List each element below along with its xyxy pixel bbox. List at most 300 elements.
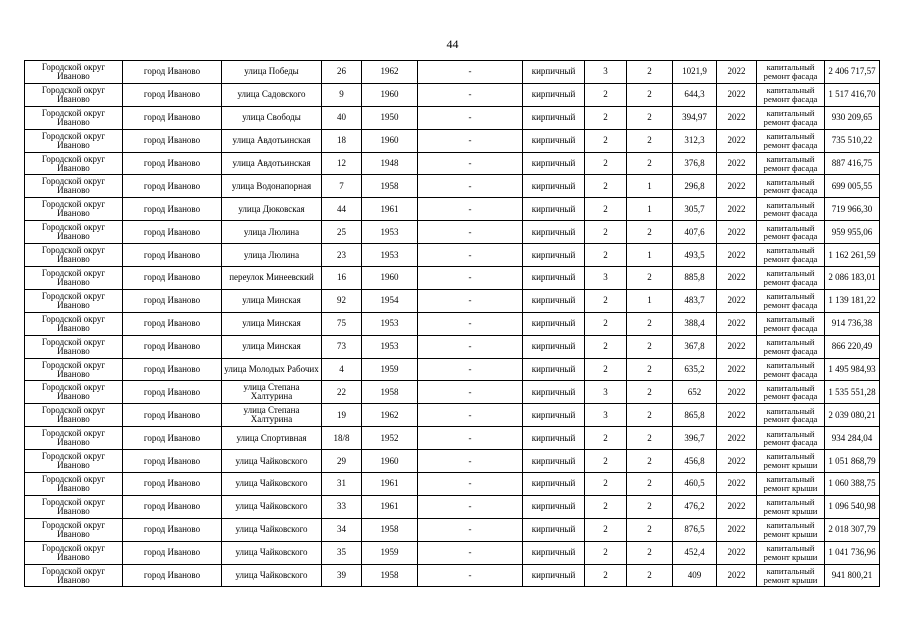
cell-entrances: 2: [627, 473, 673, 496]
cell-street: улица Степана Халтурина: [222, 404, 322, 427]
cell-work-type: капитальный ремонт фасада: [757, 129, 825, 152]
cell-reconstruction-year: -: [418, 175, 523, 198]
cell-street: переулок Минеевский: [222, 267, 322, 290]
cell-street: улица Чайковского: [222, 450, 322, 473]
cell-build-year: 1953: [362, 312, 418, 335]
cell-work-type: капитальный ремонт крыши: [757, 518, 825, 541]
cell-build-year: 1958: [362, 381, 418, 404]
cell-house-number: 25: [322, 221, 362, 244]
cell-reconstruction-year: -: [418, 450, 523, 473]
cell-floors: 3: [585, 267, 627, 290]
cell-work-type: капитальный ремонт фасада: [757, 404, 825, 427]
cell-municipality: Городской округ Иваново: [25, 450, 123, 473]
cell-wall-material: кирпичный: [523, 61, 585, 84]
cell-cost: 2 018 307,79: [825, 518, 880, 541]
cell-street: улица Победы: [222, 61, 322, 84]
cell-street: улица Степана Халтурина: [222, 381, 322, 404]
cell-settlement: город Иваново: [123, 404, 222, 427]
cell-municipality: Городской округ Иваново: [25, 473, 123, 496]
cell-area: 483,7: [673, 289, 717, 312]
cell-settlement: город Иваново: [123, 61, 222, 84]
cell-build-year: 1961: [362, 495, 418, 518]
cell-cost: 1 495 984,93: [825, 358, 880, 381]
cell-repair-year: 2022: [717, 404, 757, 427]
table-row: [25, 450, 880, 473]
table-body: [25, 61, 880, 587]
cell-entrances: 2: [627, 427, 673, 450]
cell-house-number: 19: [322, 404, 362, 427]
table-row: [25, 221, 880, 244]
cell-cost: 1 535 551,28: [825, 381, 880, 404]
cell-area: 296,8: [673, 175, 717, 198]
cell-cost: 2 039 080,21: [825, 404, 880, 427]
cell-area: 644,3: [673, 83, 717, 106]
cell-work-type: капитальный ремонт фасада: [757, 83, 825, 106]
cell-cost: 941 800,21: [825, 564, 880, 587]
cell-street: улица Чайковского: [222, 564, 322, 587]
cell-build-year: 1962: [362, 61, 418, 84]
cell-entrances: 1: [627, 198, 673, 221]
cell-floors: 3: [585, 404, 627, 427]
cell-reconstruction-year: -: [418, 267, 523, 290]
cell-build-year: 1961: [362, 473, 418, 496]
cell-reconstruction-year: -: [418, 244, 523, 267]
cell-wall-material: кирпичный: [523, 129, 585, 152]
cell-work-type: капитальный ремонт фасада: [757, 106, 825, 129]
table-row: [25, 358, 880, 381]
cell-area: 865,8: [673, 404, 717, 427]
cell-street: улица Свободы: [222, 106, 322, 129]
cell-work-type: капитальный ремонт крыши: [757, 450, 825, 473]
cell-work-type: капитальный ремонт фасада: [757, 335, 825, 358]
cell-cost: 959 955,06: [825, 221, 880, 244]
cell-settlement: город Иваново: [123, 358, 222, 381]
cell-build-year: 1959: [362, 358, 418, 381]
table-row: [25, 244, 880, 267]
cell-entrances: 2: [627, 518, 673, 541]
table-row: [25, 518, 880, 541]
cell-house-number: 26: [322, 61, 362, 84]
cell-work-type: капитальный ремонт фасада: [757, 152, 825, 175]
cell-build-year: 1954: [362, 289, 418, 312]
cell-build-year: 1953: [362, 244, 418, 267]
cell-work-type: капитальный ремонт крыши: [757, 473, 825, 496]
cell-municipality: Городской округ Иваново: [25, 358, 123, 381]
cell-reconstruction-year: -: [418, 495, 523, 518]
cell-reconstruction-year: -: [418, 61, 523, 84]
cell-reconstruction-year: -: [418, 221, 523, 244]
cell-settlement: город Иваново: [123, 450, 222, 473]
cell-build-year: 1960: [362, 129, 418, 152]
cell-reconstruction-year: -: [418, 473, 523, 496]
cell-floors: 2: [585, 129, 627, 152]
cell-street: улица Авдотьинская: [222, 129, 322, 152]
cell-settlement: город Иваново: [123, 221, 222, 244]
cell-settlement: город Иваново: [123, 381, 222, 404]
cell-entrances: 2: [627, 358, 673, 381]
cell-repair-year: 2022: [717, 61, 757, 84]
cell-floors: 3: [585, 381, 627, 404]
cell-entrances: 2: [627, 564, 673, 587]
cell-build-year: 1960: [362, 267, 418, 290]
cell-build-year: 1950: [362, 106, 418, 129]
cell-reconstruction-year: -: [418, 106, 523, 129]
cell-house-number: 75: [322, 312, 362, 335]
cell-municipality: Городской округ Иваново: [25, 335, 123, 358]
cell-repair-year: 2022: [717, 175, 757, 198]
cell-repair-year: 2022: [717, 335, 757, 358]
cell-work-type: капитальный ремонт фасада: [757, 381, 825, 404]
cell-work-type: капитальный ремонт фасада: [757, 221, 825, 244]
cell-wall-material: кирпичный: [523, 175, 585, 198]
cell-cost: 914 736,38: [825, 312, 880, 335]
cell-entrances: 2: [627, 404, 673, 427]
cell-work-type: капитальный ремонт фасада: [757, 427, 825, 450]
table-row: [25, 427, 880, 450]
cell-entrances: 1: [627, 175, 673, 198]
cell-entrances: 2: [627, 129, 673, 152]
cell-house-number: 40: [322, 106, 362, 129]
cell-entrances: 2: [627, 152, 673, 175]
cell-reconstruction-year: -: [418, 427, 523, 450]
cell-house-number: 23: [322, 244, 362, 267]
cell-settlement: город Иваново: [123, 473, 222, 496]
cell-wall-material: кирпичный: [523, 473, 585, 496]
table-row: [25, 175, 880, 198]
cell-entrances: 2: [627, 267, 673, 290]
cell-street: улица Минская: [222, 289, 322, 312]
cell-settlement: город Иваново: [123, 495, 222, 518]
cell-settlement: город Иваново: [123, 106, 222, 129]
table-row: [25, 289, 880, 312]
cell-wall-material: кирпичный: [523, 152, 585, 175]
cell-settlement: город Иваново: [123, 541, 222, 564]
cell-street: улица Чайковского: [222, 541, 322, 564]
cell-house-number: 92: [322, 289, 362, 312]
cell-floors: 2: [585, 83, 627, 106]
cell-floors: 2: [585, 244, 627, 267]
cell-floors: 2: [585, 450, 627, 473]
cell-wall-material: кирпичный: [523, 106, 585, 129]
cell-build-year: 1958: [362, 564, 418, 587]
cell-wall-material: кирпичный: [523, 495, 585, 518]
cell-entrances: 2: [627, 381, 673, 404]
cell-street: улица Авдотьинская: [222, 152, 322, 175]
cell-cost: 887 416,75: [825, 152, 880, 175]
cell-municipality: Городской округ Иваново: [25, 312, 123, 335]
cell-street: улица Люлина: [222, 244, 322, 267]
table-row: [25, 61, 880, 84]
cell-repair-year: 2022: [717, 427, 757, 450]
cell-repair-year: 2022: [717, 473, 757, 496]
table-row: [25, 198, 880, 221]
cell-work-type: капитальный ремонт крыши: [757, 564, 825, 587]
cell-build-year: 1958: [362, 175, 418, 198]
cell-house-number: 31: [322, 473, 362, 496]
cell-house-number: 29: [322, 450, 362, 473]
cell-repair-year: 2022: [717, 198, 757, 221]
cell-floors: 2: [585, 312, 627, 335]
cell-municipality: Городской округ Иваново: [25, 221, 123, 244]
cell-floors: 2: [585, 175, 627, 198]
cell-floors: 2: [585, 106, 627, 129]
cell-cost: 1 517 416,70: [825, 83, 880, 106]
cell-reconstruction-year: -: [418, 404, 523, 427]
cell-cost: 699 005,55: [825, 175, 880, 198]
cell-reconstruction-year: -: [418, 289, 523, 312]
table-row: [25, 83, 880, 106]
cell-wall-material: кирпичный: [523, 244, 585, 267]
cell-floors: 2: [585, 427, 627, 450]
cell-area: 376,8: [673, 152, 717, 175]
cell-floors: 2: [585, 518, 627, 541]
buildings-table: [24, 60, 880, 587]
cell-repair-year: 2022: [717, 564, 757, 587]
cell-settlement: город Иваново: [123, 427, 222, 450]
cell-entrances: 2: [627, 312, 673, 335]
cell-street: улица Люлина: [222, 221, 322, 244]
cell-reconstruction-year: -: [418, 198, 523, 221]
cell-entrances: 2: [627, 83, 673, 106]
cell-street: улица Молодых Рабочих: [222, 358, 322, 381]
cell-floors: 2: [585, 473, 627, 496]
cell-entrances: 2: [627, 61, 673, 84]
cell-entrances: 1: [627, 289, 673, 312]
cell-settlement: город Иваново: [123, 335, 222, 358]
cell-reconstruction-year: -: [418, 152, 523, 175]
cell-build-year: 1961: [362, 198, 418, 221]
cell-build-year: 1960: [362, 83, 418, 106]
cell-reconstruction-year: -: [418, 129, 523, 152]
cell-street: улица Спортивная: [222, 427, 322, 450]
cell-house-number: 22: [322, 381, 362, 404]
table-row: [25, 564, 880, 587]
cell-entrances: 2: [627, 106, 673, 129]
cell-cost: 2 406 717,57: [825, 61, 880, 84]
cell-municipality: Городской округ Иваново: [25, 267, 123, 290]
cell-cost: 930 209,65: [825, 106, 880, 129]
table-row: [25, 335, 880, 358]
table-row: [25, 541, 880, 564]
cell-municipality: Городской округ Иваново: [25, 518, 123, 541]
cell-settlement: город Иваново: [123, 83, 222, 106]
table-row: [25, 312, 880, 335]
cell-settlement: город Иваново: [123, 152, 222, 175]
cell-house-number: 16: [322, 267, 362, 290]
cell-repair-year: 2022: [717, 221, 757, 244]
cell-settlement: город Иваново: [123, 175, 222, 198]
cell-work-type: капитальный ремонт фасада: [757, 358, 825, 381]
cell-municipality: Городской округ Иваново: [25, 564, 123, 587]
cell-wall-material: кирпичный: [523, 312, 585, 335]
cell-area: 394,97: [673, 106, 717, 129]
cell-build-year: 1953: [362, 335, 418, 358]
cell-house-number: 39: [322, 564, 362, 587]
cell-cost: 1 060 388,75: [825, 473, 880, 496]
cell-work-type: капитальный ремонт крыши: [757, 495, 825, 518]
cell-street: улица Чайковского: [222, 495, 322, 518]
cell-entrances: 2: [627, 335, 673, 358]
cell-municipality: Городской округ Иваново: [25, 61, 123, 84]
cell-municipality: Городской округ Иваново: [25, 106, 123, 129]
cell-build-year: 1952: [362, 427, 418, 450]
cell-repair-year: 2022: [717, 152, 757, 175]
cell-repair-year: 2022: [717, 541, 757, 564]
cell-repair-year: 2022: [717, 267, 757, 290]
cell-municipality: Городской округ Иваново: [25, 175, 123, 198]
cell-repair-year: 2022: [717, 518, 757, 541]
cell-municipality: Городской округ Иваново: [25, 129, 123, 152]
cell-floors: 2: [585, 335, 627, 358]
table-row: [25, 381, 880, 404]
cell-wall-material: кирпичный: [523, 404, 585, 427]
cell-repair-year: 2022: [717, 381, 757, 404]
cell-house-number: 34: [322, 518, 362, 541]
cell-area: 885,8: [673, 267, 717, 290]
cell-settlement: город Иваново: [123, 564, 222, 587]
cell-cost: 1 162 261,59: [825, 244, 880, 267]
cell-municipality: Городской округ Иваново: [25, 404, 123, 427]
cell-work-type: капитальный ремонт фасада: [757, 244, 825, 267]
cell-municipality: Городской округ Иваново: [25, 495, 123, 518]
cell-repair-year: 2022: [717, 312, 757, 335]
cell-build-year: 1948: [362, 152, 418, 175]
cell-work-type: капитальный ремонт фасада: [757, 267, 825, 290]
cell-reconstruction-year: -: [418, 358, 523, 381]
cell-area: 460,5: [673, 473, 717, 496]
cell-repair-year: 2022: [717, 244, 757, 267]
cell-repair-year: 2022: [717, 289, 757, 312]
cell-house-number: 44: [322, 198, 362, 221]
cell-floors: 2: [585, 289, 627, 312]
cell-reconstruction-year: -: [418, 335, 523, 358]
cell-area: 396,7: [673, 427, 717, 450]
cell-wall-material: кирпичный: [523, 198, 585, 221]
cell-reconstruction-year: -: [418, 83, 523, 106]
cell-cost: 735 510,22: [825, 129, 880, 152]
cell-house-number: 73: [322, 335, 362, 358]
cell-settlement: город Иваново: [123, 518, 222, 541]
cell-municipality: Городской округ Иваново: [25, 244, 123, 267]
cell-wall-material: кирпичный: [523, 518, 585, 541]
cell-floors: 2: [585, 221, 627, 244]
cell-build-year: 1958: [362, 518, 418, 541]
cell-cost: 2 086 183,01: [825, 267, 880, 290]
cell-area: 456,8: [673, 450, 717, 473]
cell-municipality: Городской округ Иваново: [25, 427, 123, 450]
cell-area: 652: [673, 381, 717, 404]
cell-cost: 1 041 736,96: [825, 541, 880, 564]
cell-reconstruction-year: -: [418, 518, 523, 541]
cell-municipality: Городской округ Иваново: [25, 541, 123, 564]
cell-reconstruction-year: -: [418, 381, 523, 404]
cell-entrances: 2: [627, 495, 673, 518]
cell-wall-material: кирпичный: [523, 221, 585, 244]
cell-house-number: 35: [322, 541, 362, 564]
cell-house-number: 18/8: [322, 427, 362, 450]
table-row: [25, 106, 880, 129]
cell-cost: 1 051 868,79: [825, 450, 880, 473]
cell-street: улица Минская: [222, 335, 322, 358]
cell-floors: 2: [585, 198, 627, 221]
cell-repair-year: 2022: [717, 106, 757, 129]
cell-area: 635,2: [673, 358, 717, 381]
cell-area: 388,4: [673, 312, 717, 335]
cell-repair-year: 2022: [717, 450, 757, 473]
cell-floors: 2: [585, 358, 627, 381]
table-row: [25, 267, 880, 290]
cell-street: улица Чайковского: [222, 473, 322, 496]
cell-settlement: город Иваново: [123, 267, 222, 290]
cell-area: 493,5: [673, 244, 717, 267]
cell-wall-material: кирпичный: [523, 427, 585, 450]
cell-cost: 1 139 181,22: [825, 289, 880, 312]
cell-street: улица Чайковского: [222, 518, 322, 541]
cell-wall-material: кирпичный: [523, 541, 585, 564]
cell-house-number: 12: [322, 152, 362, 175]
table-row: [25, 495, 880, 518]
cell-repair-year: 2022: [717, 83, 757, 106]
cell-build-year: 1959: [362, 541, 418, 564]
cell-street: улица Садовского: [222, 83, 322, 106]
cell-wall-material: кирпичный: [523, 267, 585, 290]
cell-cost: 866 220,49: [825, 335, 880, 358]
cell-cost: 934 284,04: [825, 427, 880, 450]
cell-entrances: 2: [627, 450, 673, 473]
cell-area: 476,2: [673, 495, 717, 518]
cell-floors: 2: [585, 152, 627, 175]
cell-entrances: 2: [627, 541, 673, 564]
cell-wall-material: кирпичный: [523, 564, 585, 587]
cell-house-number: 4: [322, 358, 362, 381]
cell-repair-year: 2022: [717, 358, 757, 381]
cell-area: 876,5: [673, 518, 717, 541]
cell-settlement: город Иваново: [123, 289, 222, 312]
cell-floors: 2: [585, 495, 627, 518]
cell-work-type: капитальный ремонт фасада: [757, 175, 825, 198]
cell-house-number: 9: [322, 83, 362, 106]
cell-area: 409: [673, 564, 717, 587]
cell-area: 367,8: [673, 335, 717, 358]
cell-area: 452,4: [673, 541, 717, 564]
cell-municipality: Городской округ Иваново: [25, 83, 123, 106]
page-number: 44: [446, 37, 459, 51]
cell-wall-material: кирпичный: [523, 335, 585, 358]
cell-floors: 3: [585, 61, 627, 84]
cell-street: улица Минская: [222, 312, 322, 335]
cell-settlement: город Иваново: [123, 312, 222, 335]
cell-work-type: капитальный ремонт крыши: [757, 541, 825, 564]
cell-floors: 2: [585, 541, 627, 564]
cell-settlement: город Иваново: [123, 129, 222, 152]
cell-work-type: капитальный ремонт фасада: [757, 198, 825, 221]
cell-settlement: город Иваново: [123, 244, 222, 267]
cell-build-year: 1960: [362, 450, 418, 473]
cell-municipality: Городской округ Иваново: [25, 198, 123, 221]
cell-wall-material: кирпичный: [523, 289, 585, 312]
cell-work-type: капитальный ремонт фасада: [757, 289, 825, 312]
cell-work-type: капитальный ремонт фасада: [757, 61, 825, 84]
cell-cost: 1 096 540,98: [825, 495, 880, 518]
cell-street: улица Водонапорная: [222, 175, 322, 198]
cell-work-type: капитальный ремонт фасада: [757, 312, 825, 335]
table-row: [25, 404, 880, 427]
cell-entrances: 1: [627, 244, 673, 267]
cell-reconstruction-year: -: [418, 312, 523, 335]
cell-wall-material: кирпичный: [523, 450, 585, 473]
cell-house-number: 33: [322, 495, 362, 518]
cell-wall-material: кирпичный: [523, 381, 585, 404]
